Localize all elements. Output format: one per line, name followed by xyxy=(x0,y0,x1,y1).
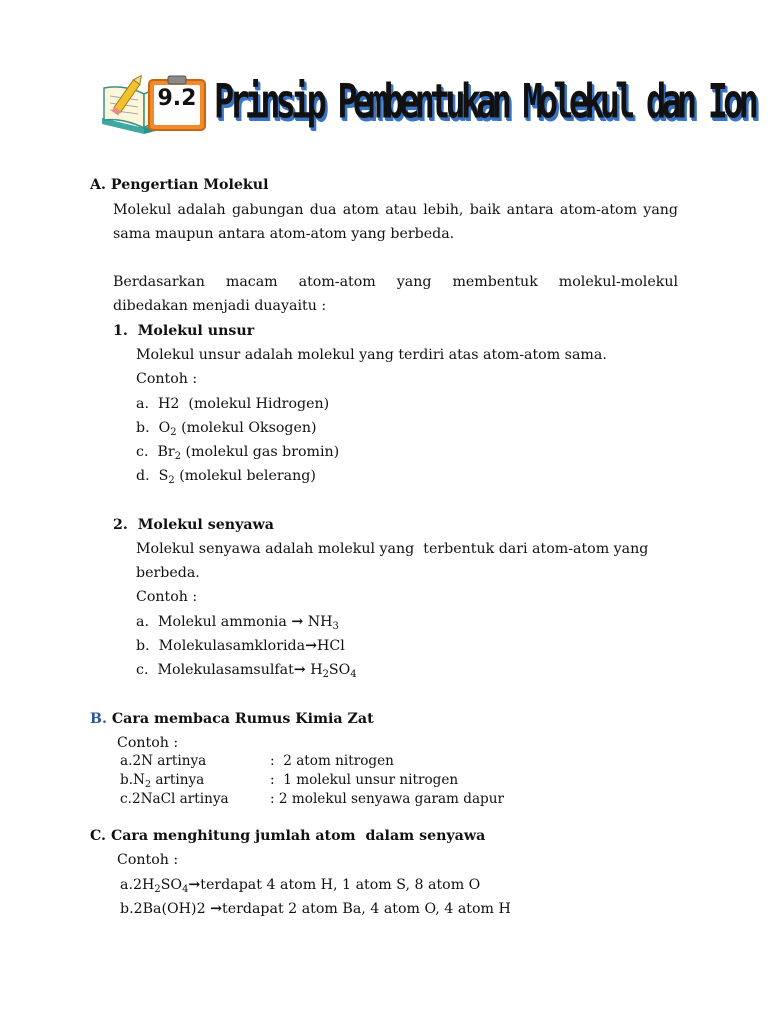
list-item xyxy=(136,610,339,634)
row-colon: : xyxy=(270,772,275,788)
item-title: Molekul senyawa xyxy=(137,517,274,533)
counting-row xyxy=(120,873,480,897)
arrow-icon: → xyxy=(305,638,317,654)
section-a-marker: A. xyxy=(90,177,106,193)
reading-row xyxy=(120,790,229,809)
formula: 2H xyxy=(132,877,155,893)
formula: S xyxy=(158,468,169,484)
item-letter: b. xyxy=(120,901,134,917)
list-item xyxy=(136,416,317,440)
row-right: 1 molekul unsur nitrogen xyxy=(274,772,459,788)
chapter-banner xyxy=(98,68,755,148)
item-2-description: Molekul senyawa adalah molekul yang terbentuk dari atom-atom yang xyxy=(136,541,649,557)
formula: SO xyxy=(160,877,183,893)
item-letter: a. xyxy=(136,396,149,412)
arrow-icon: → xyxy=(188,877,201,893)
item-letter: a. xyxy=(120,753,133,769)
section-a-title: Pengertian Molekul xyxy=(110,177,269,193)
formula: H xyxy=(305,662,323,678)
formula: SO xyxy=(328,662,351,678)
list-item xyxy=(136,658,357,682)
reading-row-right xyxy=(270,790,504,809)
item-letter: b. xyxy=(136,638,150,654)
formula-subscript: 4 xyxy=(182,884,189,895)
item-letter: c. xyxy=(120,791,132,807)
reading-row xyxy=(120,771,204,790)
formula-text: (molekul gas bromin) xyxy=(181,444,340,460)
item-letter: c. xyxy=(136,662,149,678)
row-right: 2 molekul senyawa garam dapur xyxy=(274,791,505,807)
formula: Br xyxy=(157,444,175,460)
molecule-definition xyxy=(113,198,678,246)
section-b-marker: B. xyxy=(90,711,107,727)
formula-subscript: 3 xyxy=(332,621,339,632)
item-2-description-cont: berbeda. xyxy=(136,565,200,581)
formula-subscript: 2 xyxy=(154,884,161,895)
item-number: 2. xyxy=(113,517,128,533)
formula: HCl xyxy=(316,638,345,654)
example-text: Molekul ammonia xyxy=(158,614,292,630)
definition-line: sama maupun antara atom-atom yang berbeda. xyxy=(113,226,455,242)
row-right: 2 atom nitrogen xyxy=(274,753,394,769)
item-2-heading xyxy=(113,513,274,537)
formula-subscript: 2 xyxy=(144,779,151,790)
item-letter: b. xyxy=(120,772,134,788)
row-left: N xyxy=(133,772,145,788)
item-letter: c. xyxy=(136,444,149,460)
reading-row xyxy=(120,752,206,771)
counting-row xyxy=(120,897,511,921)
item-1-description: Molekul unsur adalah molekul yang terdiri atas atom-atom sama. xyxy=(136,347,607,363)
example-text: Molekulasamklorida xyxy=(158,638,306,654)
row-left-rest: artinya xyxy=(151,772,205,788)
section-b-heading xyxy=(90,707,374,731)
section-b-contoh: Contoh : xyxy=(117,735,179,751)
formula-text: (molekul Oksogen) xyxy=(176,420,317,436)
list-item xyxy=(136,440,339,464)
definition-line: Molekul adalah gabungan dua atom atau lebih, baik antara atom-atom yang xyxy=(113,202,678,218)
reading-row-right xyxy=(270,752,394,771)
formula-subscript: 2 xyxy=(322,669,329,680)
formula: NH xyxy=(303,614,333,630)
section-c-contoh: Contoh : xyxy=(117,852,179,868)
section-b-title: Cara membaca Rumus Kimia Zat xyxy=(111,711,374,727)
list-item xyxy=(136,392,329,416)
example-text: Molekulasamsulfat xyxy=(157,662,294,678)
arrow-icon: → xyxy=(291,614,304,630)
item-letter: d. xyxy=(136,468,150,484)
formula-subscript: 2 xyxy=(168,475,175,486)
list-item xyxy=(136,634,345,658)
list-item xyxy=(136,464,316,488)
item-title: Molekul unsur xyxy=(137,323,255,339)
item-letter: a. xyxy=(120,877,133,893)
row-left: 2NaCl artinya xyxy=(131,791,229,807)
item-1-contoh: Contoh : xyxy=(136,371,198,387)
row-result: terdapat 2 atom Ba, 4 atom O, 4 atom H xyxy=(222,901,511,917)
item-number: 1. xyxy=(113,323,128,339)
formula: O xyxy=(158,420,171,436)
section-c-marker: C. xyxy=(90,828,106,844)
section-a-heading xyxy=(90,173,268,197)
item-2-contoh: Contoh : xyxy=(136,589,198,605)
row-colon: : xyxy=(270,791,275,807)
formula-text: (molekul Hidrogen) xyxy=(179,396,330,412)
reading-row-right xyxy=(270,771,458,790)
section-c-heading xyxy=(90,824,485,848)
item-1-heading xyxy=(113,319,254,343)
chapter-number: 9.2 xyxy=(157,86,197,111)
section-c-title: Cara menghitung jumlah atom dalam senyawa xyxy=(110,828,486,844)
formula-text: (molekul belerang) xyxy=(174,468,316,484)
formula: 2Ba(OH)2 xyxy=(133,901,211,917)
classification-intro xyxy=(113,270,678,318)
formula-subscript: 2 xyxy=(174,451,182,462)
row-left: 2N artinya xyxy=(132,753,207,769)
arrow-icon: → xyxy=(210,901,223,917)
intro-line: dibedakan menjadi duayaitu : xyxy=(113,298,327,314)
formula-subscript: 2 xyxy=(170,427,177,438)
row-result: terdapat 4 atom H, 1 atom S, 8 atom O xyxy=(200,877,481,893)
arrow-icon: → xyxy=(293,662,306,678)
formula-subscript: 4 xyxy=(350,669,357,680)
item-letter: b. xyxy=(136,420,150,436)
formula: H2 xyxy=(158,396,180,412)
row-colon: : xyxy=(270,753,275,769)
chapter-title: Prinsip Pembentukan Molekul dan Ion xyxy=(214,74,755,129)
intro-line: Berdasarkan macam atom-atom yang membentuk molekul-molekul xyxy=(113,274,678,290)
item-letter: a. xyxy=(136,614,149,630)
